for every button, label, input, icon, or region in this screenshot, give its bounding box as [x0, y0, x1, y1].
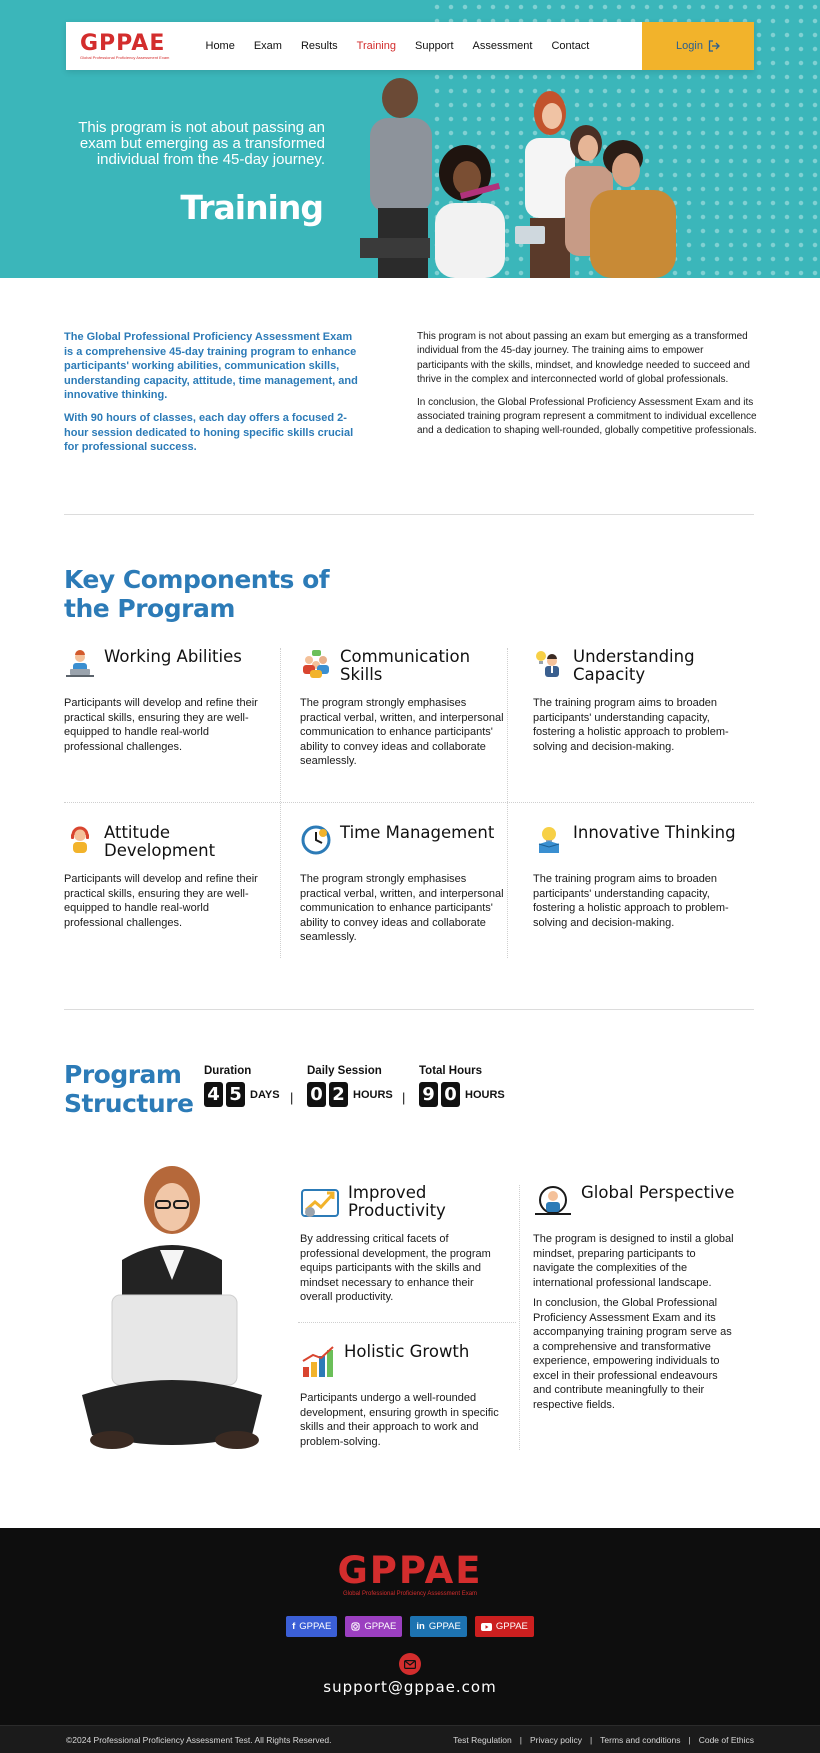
- intro-highlight-p1: The Global Professional Proficiency Assessment Exam is a comprehensive 45-day training program to enhance participants' working abilities, communication skills, understanding capacity, attitude, time management, and innovative thinking.: [64, 331, 358, 402]
- legal-link-privacy[interactable]: Privacy policy: [529, 1735, 582, 1745]
- gppae-logo[interactable]: [66, 30, 196, 60]
- component-desc: The program strongly emphasises practical verbal, written, and interpersonal communication to enhance participants' ability to convey ideas and collaborate seamlessly.: [300, 873, 504, 943]
- stat-digit: 2: [329, 1082, 348, 1107]
- component-title: Working Abilities: [104, 647, 242, 666]
- youtube-icon: [481, 1623, 492, 1631]
- key-components-title: Key Components of the Program: [64, 565, 330, 623]
- feature-improved-productivity: [300, 1184, 510, 1305]
- linkedin-link[interactable]: [410, 1616, 466, 1637]
- program-structure-title: Program Structure: [64, 1060, 194, 1118]
- component-desc: The training program aims to broaden participants' understanding capacity, fostering a holistic approach to problem-solving and decision-making.: [533, 697, 729, 753]
- stat-digit: 5: [226, 1082, 245, 1107]
- team-communication-icon: [300, 648, 332, 680]
- stat-label: Total Hours: [419, 1065, 483, 1077]
- component-desc: Participants will develop and refine their practical skills, ensuring they are well-equipped to handle real-world professional challenges.: [64, 697, 258, 753]
- support-email-link[interactable]: support@gppae.com: [323, 1678, 497, 1696]
- feature-global-perspective: [533, 1184, 743, 1412]
- hero-tagline: This program is not about passing an exam but emerging as a transformed individual from the 45-day journey.: [78, 119, 325, 168]
- social-links: [0, 1616, 820, 1637]
- productivity-chart-icon: [300, 1184, 340, 1220]
- intro-highlight-p2: With 90 hours of classes, each day offers a focused 2-hour session dedicated to honing specific skills crucial for professional success.: [64, 411, 354, 454]
- social-label: GPPAE: [428, 1621, 461, 1632]
- worker-laptop-icon: [64, 648, 96, 680]
- legal-separator: |: [519, 1735, 522, 1745]
- legal-separator: |: [589, 1735, 593, 1745]
- stat-daily-session: [307, 1065, 393, 1107]
- social-label: GPPAE: [364, 1621, 397, 1632]
- footer-logo-subtitle: Global Professional Proficiency Assessment Exam: [342, 1591, 478, 1597]
- component-understanding-capacity: [533, 648, 743, 754]
- nav-assessment[interactable]: Assessment: [472, 40, 533, 52]
- stat-duration: [204, 1065, 280, 1107]
- stat-digit: 0: [441, 1082, 460, 1107]
- lightbulb-box-icon: [533, 824, 565, 856]
- globe-person-icon: [533, 1184, 573, 1220]
- nav-results[interactable]: Results: [300, 40, 338, 52]
- legal-links: [445, 1735, 754, 1745]
- grid-divider: [280, 648, 281, 958]
- stat-digit: 0: [307, 1082, 326, 1107]
- login-arrow-icon: [708, 40, 720, 52]
- intro-highlight: [64, 330, 364, 463]
- stat-unit: HOURS: [353, 1088, 393, 1101]
- component-attitude-development: [64, 824, 274, 930]
- feature-divider: [519, 1185, 520, 1450]
- mail-icon: [399, 1653, 421, 1675]
- social-label: GPPAE: [495, 1621, 528, 1632]
- hero-banner: [0, 0, 820, 278]
- stat-unit: DAYS: [250, 1088, 280, 1101]
- component-desc: The training program aims to broaden participants' understanding capacity, fostering a holistic approach to problem-solving and decision-making.: [533, 873, 729, 929]
- stat-total-hours: [419, 1065, 505, 1107]
- headset-person-icon: [64, 824, 96, 856]
- student-laptop-photo: [72, 1165, 272, 1465]
- component-desc: Participants will develop and refine their practical skills, ensuring they are well-equipped to handle real-world professional challenges.: [64, 873, 258, 929]
- feature-desc: By addressing critical facets of professional development, the program equips participants with the skills and mindset necessary to enhance their overall productivity.: [300, 1233, 491, 1303]
- nav-links: [196, 40, 599, 52]
- stat-digit: 9: [419, 1082, 438, 1107]
- footer-logo[interactable]: [0, 1549, 820, 1597]
- component-title: Attitude Development: [104, 823, 216, 860]
- social-label: GPPAE: [299, 1621, 332, 1632]
- stat-separator: |: [402, 1090, 406, 1105]
- nav-training[interactable]: Training: [356, 40, 396, 52]
- main-navbar: [66, 22, 754, 70]
- logo-text: GPPAE: [80, 30, 166, 56]
- nav-home[interactable]: Home: [205, 40, 235, 52]
- login-label: Login: [676, 40, 703, 52]
- legal-link-terms[interactable]: Terms and conditions: [600, 1735, 681, 1745]
- component-title: Communication Skills: [340, 647, 471, 684]
- intro-body-p1: This program is not about passing an exam but emerging as a transformed individual from the 45-day journey. The training aims to empower participants with the skills, mindset, and knowledge needed to succeed and thrive in the complex and interconnected world of global professionals.: [417, 331, 750, 386]
- intro-body-p2: In conclusion, the Global Professional Proficiency Assessment Exam and its associated training program represent a commitment to individual excellence and a dedication to shaping well-rounded, globally competitive professionals.: [417, 396, 757, 437]
- footer-logo-text: GPPAE: [337, 1549, 483, 1592]
- feature-title: Global Perspective: [581, 1183, 735, 1202]
- login-button[interactable]: [642, 22, 754, 70]
- grid-divider: [64, 802, 754, 803]
- instagram-link[interactable]: [345, 1616, 402, 1637]
- logo-subtitle: Global Professional Proficiency Assessment Exam: [80, 54, 170, 60]
- copyright-text: ©2024 Professional Proficiency Assessment Test. All Rights Reserved.: [66, 1735, 332, 1745]
- component-innovative-thinking: [533, 824, 743, 930]
- stat-digit: 4: [204, 1082, 223, 1107]
- stat-separator: |: [290, 1090, 294, 1105]
- nav-support[interactable]: Support: [415, 40, 454, 52]
- feature-desc-extra: In conclusion, the Global Professional Proficiency Assessment Exam and its accompanying training program serve as a comprehensive and transformative experience, empowering individuals to excel in their professional endeavours and contribute meaningfully to their respective fields.: [533, 1297, 732, 1411]
- component-time-management: [300, 824, 510, 945]
- idea-person-icon: [533, 648, 565, 680]
- facebook-link[interactable]: [286, 1616, 337, 1637]
- instagram-icon: [351, 1622, 360, 1631]
- section-divider: [64, 1009, 754, 1010]
- feature-desc: The program is designed to instil a global mindset, preparing participants to navigate the complexities of the international professional landscape.: [533, 1233, 734, 1289]
- section-divider: [64, 514, 754, 515]
- feature-holistic-growth: [300, 1343, 510, 1449]
- growth-bars-icon: [300, 1343, 336, 1379]
- feature-title: Improved Productivity: [348, 1183, 446, 1220]
- component-title: Time Management: [340, 823, 495, 842]
- hero-students-photo: [340, 78, 720, 278]
- nav-contact[interactable]: Contact: [551, 40, 590, 52]
- page-title: Training: [180, 188, 323, 227]
- footer-bottom-bar: [0, 1725, 820, 1753]
- linkedin-icon: in: [416, 1621, 425, 1632]
- legal-separator: |: [688, 1735, 691, 1745]
- intro-body: [417, 330, 757, 447]
- component-communication-skills: [300, 648, 510, 769]
- component-desc: The program strongly emphasises practical verbal, written, and interpersonal communication to enhance participants' ability to convey ideas and collaborate seamlessly.: [300, 697, 504, 767]
- facebook-icon: f: [292, 1621, 296, 1632]
- stat-label: Daily Session: [307, 1065, 382, 1077]
- stat-label: Duration: [204, 1065, 252, 1077]
- component-working-abilities: [64, 648, 274, 754]
- feature-desc: Participants undergo a well-rounded development, ensuring growth in specific skills and their approach to work and problem-solving.: [300, 1392, 499, 1448]
- clock-gear-icon: [300, 824, 332, 856]
- feature-title: Holistic Growth: [344, 1342, 470, 1361]
- legal-link-code-of-ethics[interactable]: Code of Ethics: [698, 1735, 754, 1745]
- legal-link-test-regulation[interactable]: Test Regulation: [453, 1735, 512, 1745]
- component-title: Innovative Thinking: [573, 823, 736, 842]
- component-title: Understanding Capacity: [573, 647, 695, 684]
- stat-unit: HOURS: [465, 1088, 505, 1101]
- nav-exam[interactable]: Exam: [253, 40, 282, 52]
- feature-divider: [298, 1322, 516, 1323]
- youtube-link[interactable]: [475, 1616, 534, 1637]
